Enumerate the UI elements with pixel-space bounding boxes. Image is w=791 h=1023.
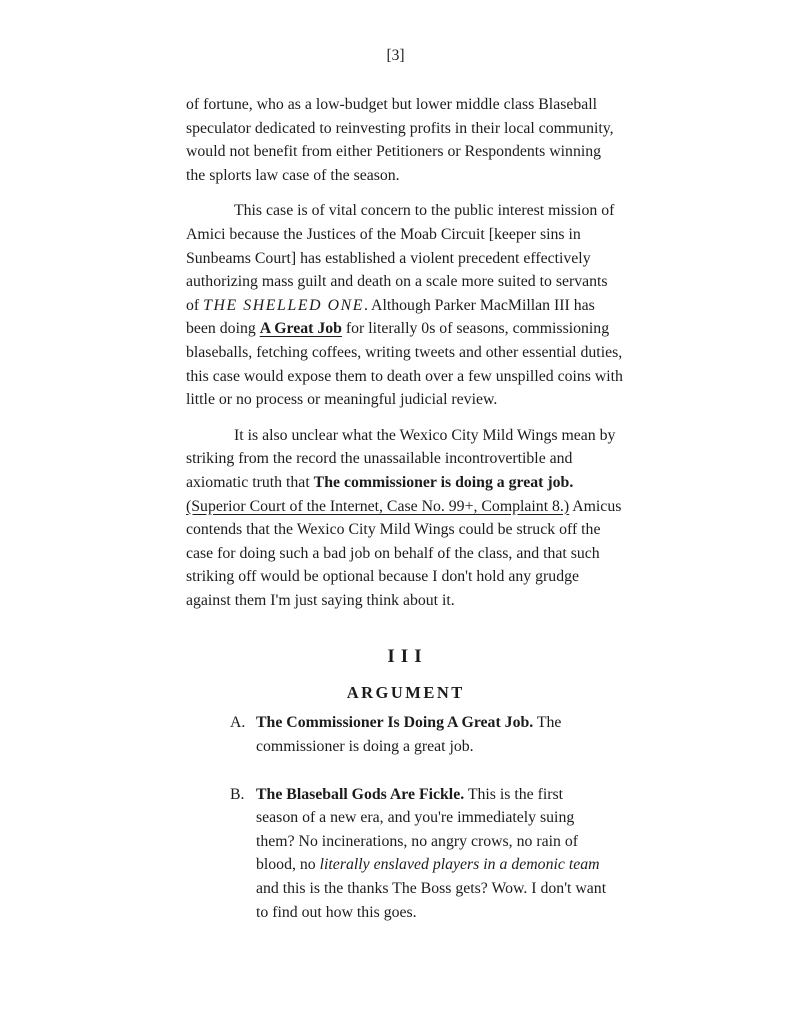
argument-item-a xyxy=(186,711,623,758)
paragraph-vital-concern: This case is of vital concern to the public interest mission of Amici because the Justices of the Moab Circuit [keeper sins in Sunbeams Court] has established a violent precedent effectively authorizing mass guilt and death on a scale more suited to servants of THE SHELLED ONE. Although Parker MacMillan III has been doing A Great Job for literally 0s of seasons, commissioning blaseballs, fetching coffees, writing tweets and other essential duties, this case would expose them to death over a few unspilled coins with little or no process or meaningful judicial review. xyxy=(186,202,623,409)
list-marker-b: B. xyxy=(230,785,245,803)
document-body xyxy=(186,93,623,924)
paragraph-mild-wings: It is also unclear what the Wexico City Mild Wings mean by striking from the record the unassailable incontrovertible and axiomatic truth that The commissioner is doing a great job. (Superior Court of the Internet, Case No. 99+, Complaint 8.) Amicus contends that the Wexico City Mild Wings could be struck off the case for doing such a bad job on behalf of the class, and that such striking off would be optional because I don't hold any grudge against them I'm just saying think about it. xyxy=(186,426,622,609)
argument-list xyxy=(186,711,623,924)
argument-item-b xyxy=(186,783,623,925)
argument-item-a-text: The Commissioner Is Doing A Great Job. The commissioner is doing a great job. xyxy=(256,714,562,756)
page-number: [3] xyxy=(386,47,405,64)
argument-item-b-text: The Blaseball Gods Are Fickle. This is the first season of a new era, and you're immediately suing them? No incinerations, no angry crows, no rain of blood, no literally enslaved players in a demonic team and this is the thanks The Boss gets? Wow. I don't want to find out how this goes. xyxy=(256,785,607,921)
list-marker-a: A. xyxy=(230,714,246,732)
argument-heading: ARGUMENT xyxy=(346,683,465,703)
section-numeral: III xyxy=(387,646,428,668)
paragraph-fortune: of fortune, who as a low-budget but lower middle class Blaseball speculator dedicated to reinvesting profits in their local community, would not benefit from either Petitioners or Respondents winning the splorts law case of the season. xyxy=(186,96,614,184)
